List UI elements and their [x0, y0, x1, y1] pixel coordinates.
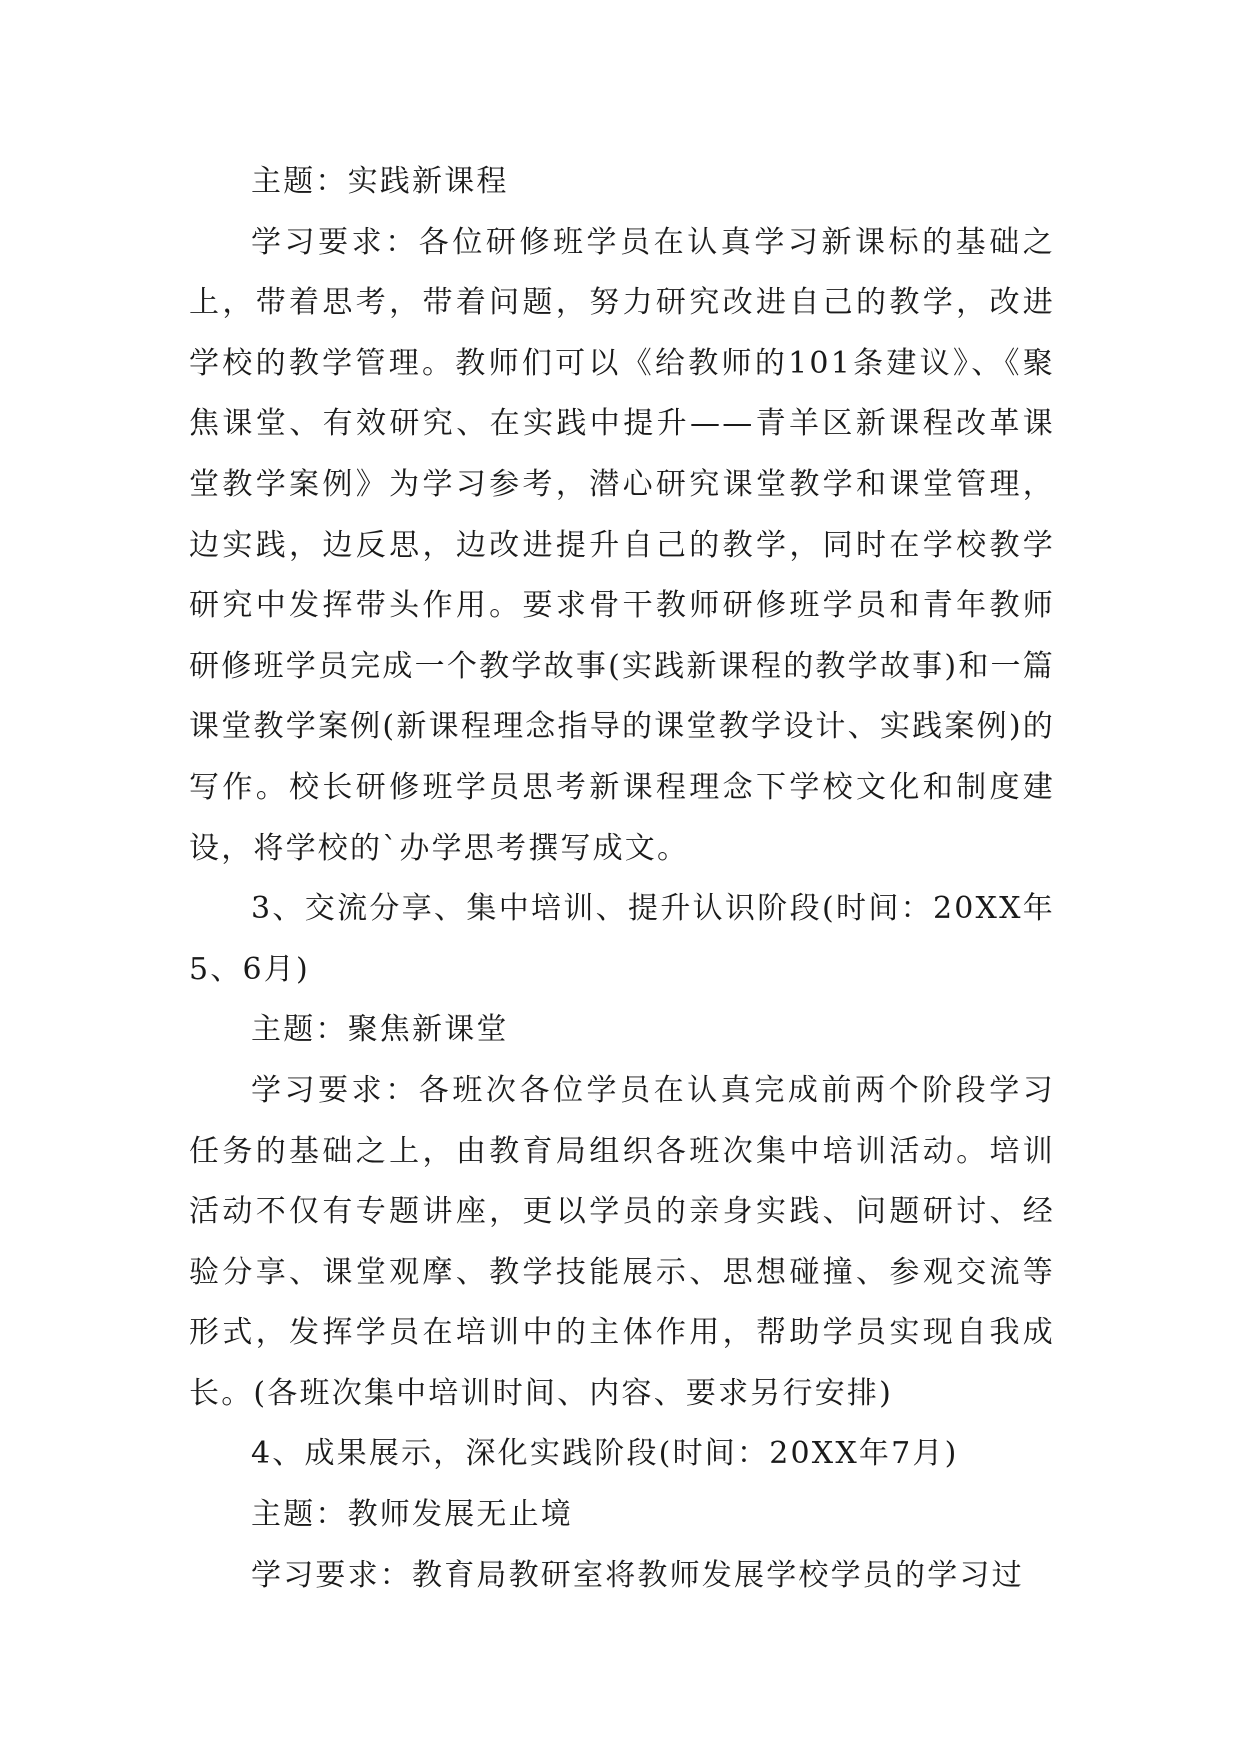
learning-requirements-paragraph: 学习要求：各班次各位学员在认真完成前两个阶段学习任务的基础之上，由教育局组织各班次集中培训活动。培训活动不仅有专题讲座，更以学员的亲身实践、问题研讨、经验分享、课堂观摩、教学技能展示、思想碰撞、参观交流等形式，发挥学员在培训中的主体作用，帮助学员实现自我成长。(各班次集中培训时间、内容、要求另行安排): [189, 1072, 1055, 1411]
document-body: [189, 152, 1055, 1606]
section-theme-heading: 主题：教师发展无止境: [251, 1497, 573, 1533]
section-theme-heading: 主题：实践新课程: [251, 164, 509, 199]
learning-requirements-paragraph: 学习要求：教育局教研室将教师发展学校学员的学习过: [251, 1557, 1024, 1593]
learning-requirements-paragraph: 学习要求：各位研修班学员在认真学习新课标的基础之上，带着思考，带着问题，努力研究改进自己的教学，改进学校的教学管理。教师们可以《给教师的101条建议》、《聚焦课堂、有效研究、在实践中提升——青羊区新课程改革课堂教学案例》为学习参考，潜心研究课堂教学和课堂管理，边实践，边反思，边改进提升自己的教学，同时在学校教学研究中发挥带头作用。要求骨干教师研修班学员和青年教师研修班学员完成一个教学故事(实践新课程的教学故事)和一篇课堂教学案例(新课程理念指导的课堂教学设计、实践案例)的写作。校长研修班学员思考新课程理念下学校文化和制度建设，将学校的`办学思考撰写成文。: [189, 224, 1055, 866]
stage-3-heading: 3、交流分享、集中培训、提升认识阶段(时间：20XX年5、6月): [189, 891, 1055, 987]
stage-4-heading: 4、成果展示，深化实践阶段(时间：20XX年7月): [251, 1436, 959, 1472]
section-theme-heading: 主题：聚焦新课堂: [251, 1012, 509, 1048]
